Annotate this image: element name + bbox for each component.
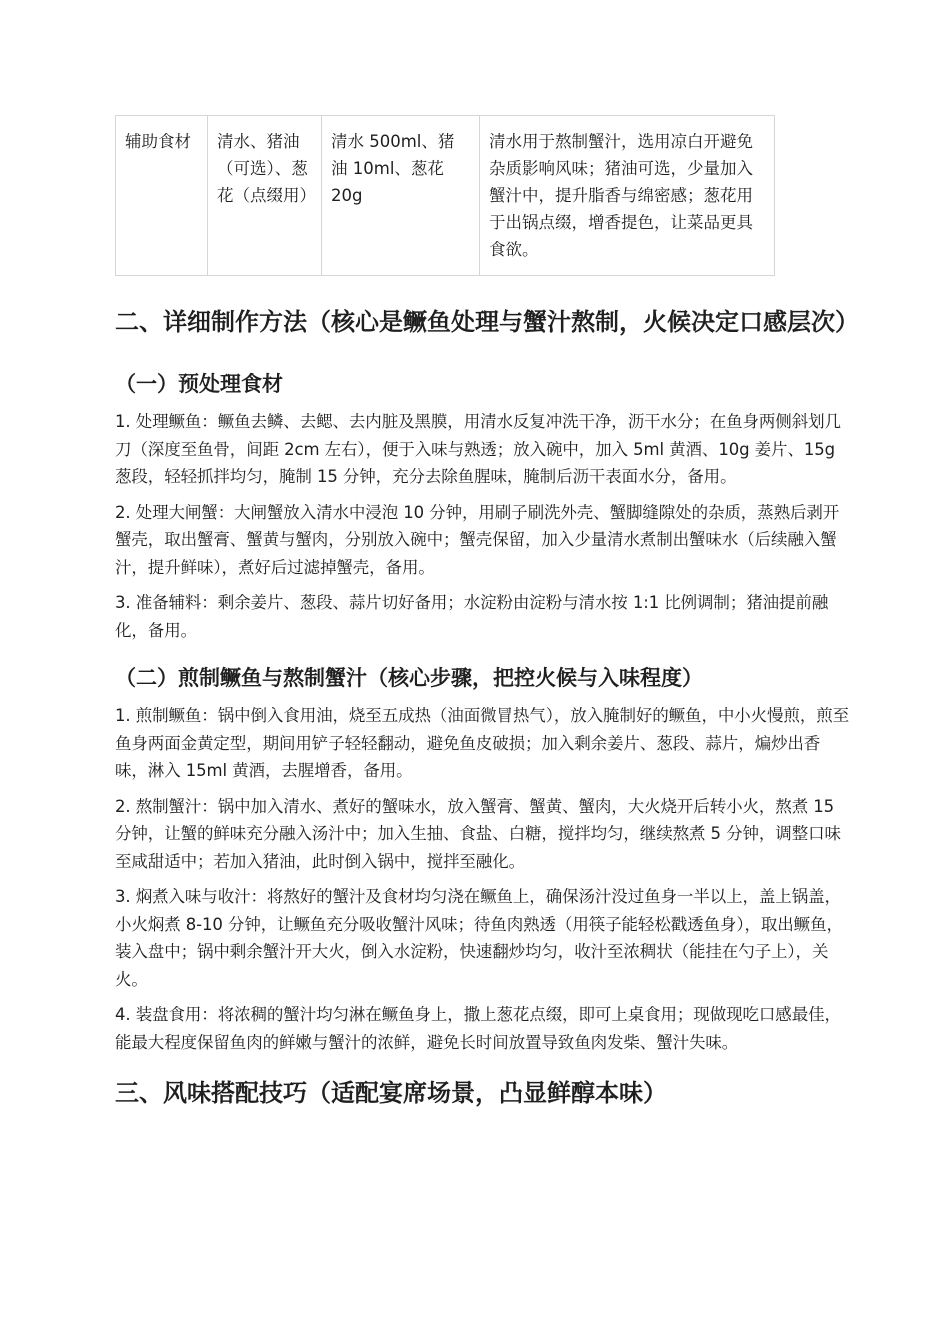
step-paragraph: 4. 装盘食用：将浓稠的蟹汁均匀淋在鳜鱼身上，撒上葱花点缀，即可上桌食用；现做现吃口感最佳，能最大程度保留鱼肉的鲜嫩与蟹汁的浓鲜，避免长时间放置导致鱼肉发柴、蟹汁失味。 <box>115 1005 841 1052</box>
step-paragraph: 3. 准备辅料：剩余姜片、葱段、蒜片切好备用；水淀粉由淀粉与清水按 1:1 比例调制；猪油提前融化，备用。 <box>115 593 829 640</box>
table-cell-amount: 清水 500ml、猪油 10ml、葱花 20g <box>322 116 480 276</box>
step-paragraph: 1. 煎制鳜鱼：锅中倒入食用油，烧至五成热（油面微冒热气），放入腌制好的鳜鱼，中小火慢煎，煎至鱼身两面金黄定型，期间用铲子轻轻翻动，避免鱼皮破损；加入剩余姜片、葱段、蒜片，煸炒出香味，淋入 15ml 黄酒，去腥增香，备用。 <box>115 706 850 780</box>
document-page <box>115 115 859 1113</box>
ingredient-table <box>115 115 775 276</box>
step-paragraph: 2. 熬制蟹汁：锅中加入清水、煮好的蟹味水，放入蟹膏、蟹黄、蟹肉，大火烧开后转小火，熬煮 15 分钟，让蟹的鲜味充分融入汤汁中；加入生抽、食盐、白糖，搅拌均匀，继续熬煮 5 分钟，调整口味至咸甜适中；若加入猪油，此时倒入锅中，搅拌至融化。 <box>115 796 841 871</box>
section-heading-method: 二、详细制作方法（核心是鳜鱼处理与蟹汁熬制，火候决定口感层次） <box>115 308 859 336</box>
subsection-heading-prep: （一）预处理食材 <box>115 372 283 396</box>
section-heading-flavor: 三、风味搭配技巧（适配宴席场景，凸显鲜醇本味） <box>115 1079 667 1107</box>
table-row <box>116 116 775 276</box>
step-paragraph: 3. 焖煮入味与收汁：将熬好的蟹汁及食材均匀浇在鳜鱼上，确保汤汁没过鱼身一半以上，盖上锅盖，小火焖煮 8-10 分钟，让鳜鱼充分吸收蟹汁风味；待鱼肉熟透（用筷子能轻松戳透鱼身），取出鳜鱼，装入盘中；锅中剩余蟹汁开大火，倒入水淀粉，快速翻炒均匀，收汁至浓稠状（能挂在勺子上），关火。 <box>115 887 843 989</box>
table-cell-category: 辅助食材 <box>116 116 208 276</box>
step-paragraph: 2. 处理大闸蟹：大闸蟹放入清水中浸泡 10 分钟，用刷子刷洗外壳、蟹脚缝隙处的杂质，蒸熟后剥开蟹壳，取出蟹膏、蟹黄与蟹肉，分别放入碗中；蟹壳保留，加入少量清水煮制出蟹味水（后续融入蟹汁，提升鲜味），煮好后过滤掉蟹壳，备用。 <box>115 502 840 577</box>
table-cell-note: 清水用于熬制蟹汁，选用凉白开避免杂质影响风味；猪油可选，少量加入蟹汁中，提升脂香与绵密感；葱花用于出锅点缀，增香提色，让菜品更具食欲。 <box>480 116 775 276</box>
subsection-heading-cook: （二）煎制鳜鱼与熬制蟹汁（核心步骤，把控火候与入味程度） <box>115 666 703 690</box>
table-cell-items: 清水、猪油（可选）、葱花（点缀用） <box>208 116 322 276</box>
step-paragraph: 1. 处理鳜鱼：鳜鱼去鳞、去鳃、去内脏及黑膜，用清水反复冲洗干净，沥干水分；在鱼身两侧斜划几刀（深度至鱼骨，间距 2cm 左右），便于入味与熟透；放入碗中，加入 5ml 黄酒、10g 姜片、15g 葱段，轻轻抓拌均匀，腌制 15 分钟，充分去除鱼腥味，腌制后沥干表面水分，备用。 <box>115 412 841 486</box>
